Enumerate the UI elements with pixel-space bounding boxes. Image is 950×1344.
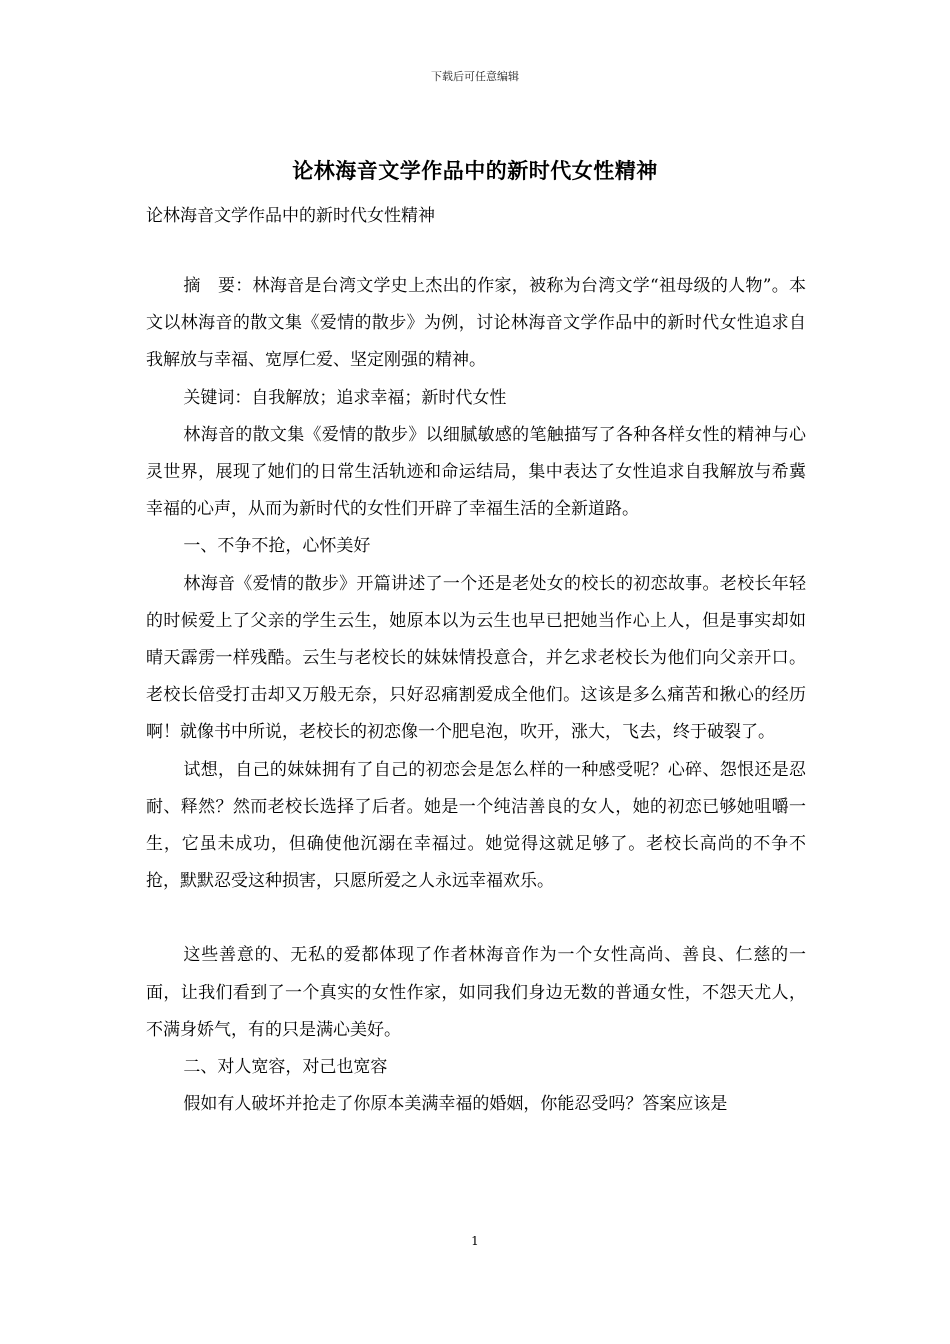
section-heading: 一、不争不抢，心怀美好 xyxy=(183,536,371,557)
document-title: 论林海音文学作品中的新时代女性精神 xyxy=(292,158,658,183)
abstract-paragraph: 摘 要：林海音是台湾文学史上杰出的作家，被称为台湾文学“祖母级的人物”。本文以林海音的散文集《爱情的散步》为例，讨论林海音文学作品中的新时代女性追求自我解放与幸福、宽厚仁爱、坚定刚强的精神。 xyxy=(146,276,806,371)
body-paragraph: 试想，自己的妹妹拥有了自己的初恋会是怎么样的一种感受呢？心碎、怨恨还是忍耐、释然？然而老校长选择了后者。她是一个纯洁善良的女人，她的初恋已够她咀嚼一生，它虽未成功，但确使他沉溺在幸福过。她觉得这就足够了。老校长高尚的不争不抢，默默忍受这种损害，只愿所爱之人永远幸福欢乐。 xyxy=(146,759,806,892)
document-body xyxy=(146,268,806,1123)
document-subtitle: 论林海音文学作品中的新时代女性精神 xyxy=(146,206,435,226)
body-paragraph: 这些善意的、无私的爱都体现了作者林海音作为一个女性高尚、善良、仁慈的一面，让我们看到了一个真实的女性作家，如同我们身边无数的普通女性，不怨天尤人，不满身娇气，有的只是满心美好。 xyxy=(146,945,806,1040)
body-paragraph: 林海音《爱情的散步》开篇讲述了一个还是老处女的校长的初恋故事。老校长年轻的时候爱上了父亲的学生云生，她原本以为云生也早已把她当作心上人，但是事实却如晴天霹雳一样残酷。云生与老校长的妹妹情投意合，并乞求老校长为他们向父亲开口。老校长倍受打击却又万般无奈，只好忍痛割爱成全他们。这该是多么痛苦和揪心的经历啊！就像书中所说，老校长的初恋像一个肥皂泡，吹开，涨大，飞去，终于破裂了。 xyxy=(146,573,806,743)
body-paragraph: 假如有人破坏并抢走了你原本美满幸福的婚姻，你能忍受吗？答案应该是 xyxy=(183,1094,728,1115)
body-paragraph: 林海音的散文集《爱情的散步》以细腻敏感的笔触描写了各种各样女性的精神与心灵世界，展现了她们的日常生活轨迹和命运结局，集中表达了女性追求自我解放与希冀幸福的心声，从而为新时代的女性们开辟了幸福生活的全新道路。 xyxy=(146,424,806,520)
keywords-line: 关键词：自我解放；追求幸福；新时代女性 xyxy=(183,387,507,408)
page-number: 1 xyxy=(471,1234,479,1248)
section-heading: 二、对人宽容，对己也宽容 xyxy=(183,1057,388,1078)
page-header-note: 下载后可任意编辑 xyxy=(431,70,519,83)
